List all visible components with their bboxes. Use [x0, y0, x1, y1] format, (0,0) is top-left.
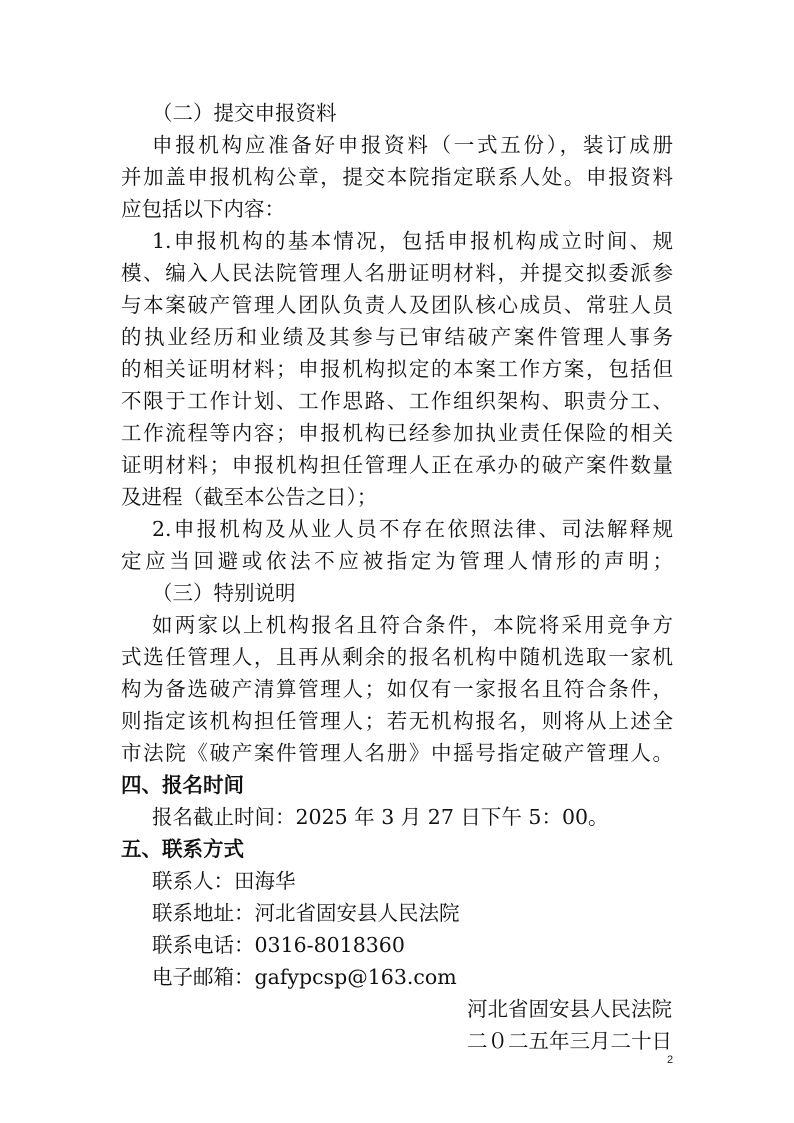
section-heading-registration-time: 四、报名时间 — [121, 773, 244, 797]
signature-court-name: 河北省固安县人民法院 — [467, 997, 672, 1021]
list-item-1-line: 及进程（截至本公告之日）； — [121, 485, 378, 509]
list-item-2-line: 定应当回避或依法不应被指定为管理人情形的声明； — [121, 549, 673, 573]
page-number: 2 — [667, 1054, 674, 1066]
list-item-1-line: 证明材料；申报机构担任管理人正在承办的破产案件数量 — [121, 453, 673, 477]
paragraph-line: 并加盖申报机构公章，提交本院指定联系人处。申报资料 — [121, 165, 673, 189]
paragraph-line: 构为备选破产清算管理人；如仅有一家报名且符合条件， — [121, 677, 673, 701]
paragraph-line: 申报机构应准备好申报资料（一式五份），装订成册 — [152, 133, 673, 157]
subsection-heading-special-notes: （三）特别说明 — [152, 581, 296, 605]
list-item-1-line: 工作流程等内容；申报机构已经参加执业责任保险的相关 — [121, 421, 673, 445]
paragraph-line: 应包括以下内容： — [121, 197, 285, 221]
paragraph-line: 则指定该机构担任管理人；若无机构报名，则将从上述全 — [121, 709, 673, 733]
signature-date: 二０二五年三月二十日 — [467, 1029, 672, 1053]
list-item-1-line: 的执业经历和业绩及其参与已审结破产案件管理人事务 — [121, 325, 673, 349]
contact-email: 电子邮箱：gafypcsp@163.com — [152, 965, 457, 989]
list-item-1-line: 1.申报机构的基本情况，包括申报机构成立时间、规 — [152, 229, 673, 253]
list-item-1-line: 模、编入人民法院管理人名册证明材料，并提交拟委派参 — [121, 261, 673, 285]
registration-deadline: 报名截止时间：2025 年 3 月 27 日下午 5：00。 — [152, 805, 609, 829]
section-heading-contact: 五、联系方式 — [121, 837, 244, 861]
paragraph-line: 如两家以上机构报名且符合条件，本院将采用竞争方 — [152, 613, 673, 637]
list-item-1-line: 的相关证明材料；申报机构拟定的本案工作方案，包括但 — [121, 357, 673, 381]
contact-person: 联系人：田海华 — [152, 869, 296, 893]
list-item-1-line: 与本案破产管理人团队负责人及团队核心成员、常驻人员 — [121, 293, 673, 317]
paragraph-line: 式选任管理人，且再从剩余的报名机构中随机选取一家机 — [121, 645, 673, 669]
subsection-heading-submit-materials: （二）提交申报资料 — [152, 101, 337, 125]
list-item-1-line: 不限于工作计划、工作思路、工作组织架构、职责分工、 — [121, 389, 673, 413]
contact-address: 联系地址：河北省固安县人民法院 — [152, 901, 460, 925]
paragraph-line: 市法院《破产案件管理人名册》中摇号指定破产管理人。 — [121, 741, 673, 765]
list-item-2-line: 2.申报机构及从业人员不存在依照法律、司法解释规 — [152, 517, 673, 541]
contact-phone: 联系电话：0316-8018360 — [152, 933, 405, 957]
